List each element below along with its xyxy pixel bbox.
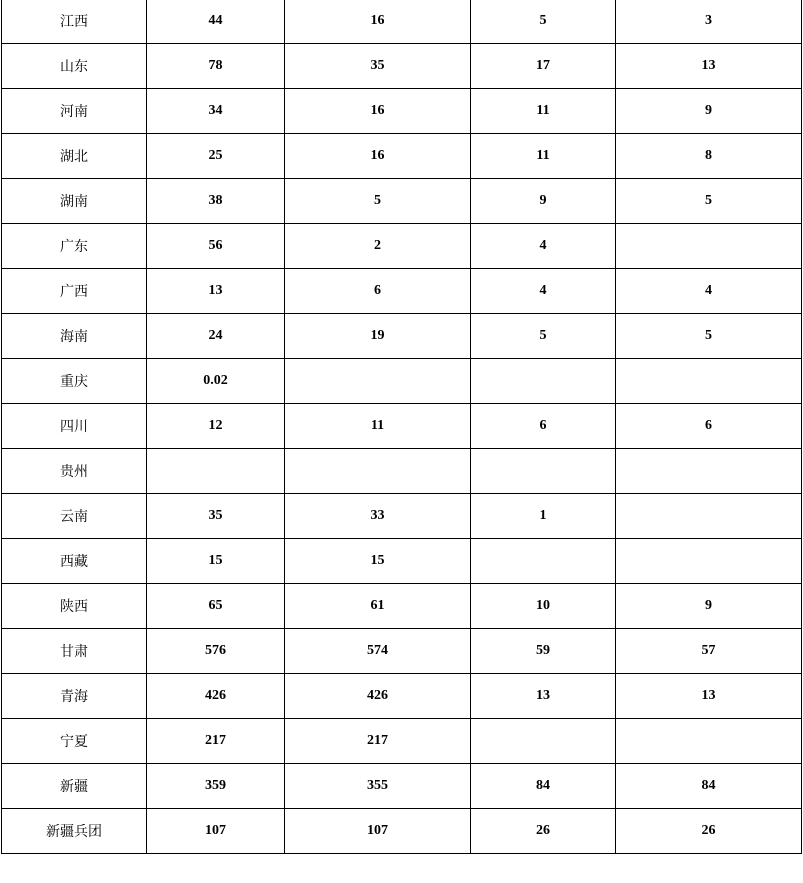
value-cell: 11 (285, 404, 471, 449)
value-cell: 2 (285, 224, 471, 269)
value-cell (285, 449, 471, 494)
value-cell: 107 (147, 809, 285, 854)
value-cell: 5 (285, 179, 471, 224)
value-cell: 16 (285, 134, 471, 179)
value-cell: 17 (471, 44, 616, 89)
region-name-cell: 宁夏 (2, 719, 147, 764)
region-name-cell: 新疆兵团 (2, 809, 147, 854)
table-row (2, 629, 802, 674)
value-cell: 25 (147, 134, 285, 179)
value-cell: 5 (471, 0, 616, 44)
region-name-cell: 四川 (2, 404, 147, 449)
value-cell: 5 (616, 314, 802, 359)
table-row (2, 134, 802, 179)
table-row (2, 359, 802, 404)
value-cell: 6 (471, 404, 616, 449)
table-body (2, 0, 802, 854)
value-cell: 4 (616, 269, 802, 314)
value-cell: 35 (147, 494, 285, 539)
table-row (2, 314, 802, 359)
value-cell: 6 (285, 269, 471, 314)
value-cell: 61 (285, 584, 471, 629)
table-row (2, 584, 802, 629)
value-cell: 107 (285, 809, 471, 854)
region-name-cell: 西藏 (2, 539, 147, 584)
region-name-cell: 湖南 (2, 179, 147, 224)
value-cell (616, 719, 802, 764)
region-name-cell: 云南 (2, 494, 147, 539)
value-cell: 359 (147, 764, 285, 809)
region-name-cell: 新疆 (2, 764, 147, 809)
value-cell: 426 (285, 674, 471, 719)
value-cell: 44 (147, 0, 285, 44)
value-cell: 19 (285, 314, 471, 359)
value-cell: 576 (147, 629, 285, 674)
value-cell (471, 359, 616, 404)
region-name-cell: 广西 (2, 269, 147, 314)
value-cell: 65 (147, 584, 285, 629)
value-cell: 4 (471, 269, 616, 314)
value-cell: 15 (285, 539, 471, 584)
value-cell: 15 (147, 539, 285, 584)
table-row (2, 269, 802, 314)
table-row (2, 719, 802, 764)
table-row (2, 404, 802, 449)
value-cell: 10 (471, 584, 616, 629)
value-cell: 9 (616, 89, 802, 134)
value-cell: 78 (147, 44, 285, 89)
value-cell: 84 (616, 764, 802, 809)
value-cell: 11 (471, 134, 616, 179)
region-name-cell: 广东 (2, 224, 147, 269)
region-name-cell: 山东 (2, 44, 147, 89)
value-cell: 12 (147, 404, 285, 449)
value-cell: 56 (147, 224, 285, 269)
value-cell (285, 359, 471, 404)
table-row (2, 89, 802, 134)
region-name-cell: 贵州 (2, 449, 147, 494)
value-cell: 9 (616, 584, 802, 629)
region-name-cell: 重庆 (2, 359, 147, 404)
value-cell (147, 449, 285, 494)
region-name-cell: 河南 (2, 89, 147, 134)
value-cell (616, 359, 802, 404)
value-cell (616, 539, 802, 584)
value-cell: 84 (471, 764, 616, 809)
value-cell (616, 224, 802, 269)
value-cell: 13 (471, 674, 616, 719)
table-row (2, 674, 802, 719)
value-cell: 0.02 (147, 359, 285, 404)
table-row (2, 179, 802, 224)
table-row (2, 539, 802, 584)
region-name-cell: 甘肃 (2, 629, 147, 674)
value-cell: 6 (616, 404, 802, 449)
value-cell: 59 (471, 629, 616, 674)
region-name-cell: 海南 (2, 314, 147, 359)
table-row (2, 449, 802, 494)
region-name-cell: 青海 (2, 674, 147, 719)
table-row (2, 224, 802, 269)
region-name-cell: 江西 (2, 0, 147, 44)
value-cell: 24 (147, 314, 285, 359)
value-cell (616, 494, 802, 539)
value-cell: 13 (616, 44, 802, 89)
table-row (2, 44, 802, 89)
region-name-cell: 湖北 (2, 134, 147, 179)
value-cell: 13 (147, 269, 285, 314)
value-cell: 16 (285, 89, 471, 134)
value-cell (616, 449, 802, 494)
region-name-cell: 陕西 (2, 584, 147, 629)
value-cell: 1 (471, 494, 616, 539)
value-cell: 217 (285, 719, 471, 764)
value-cell: 57 (616, 629, 802, 674)
value-cell: 11 (471, 89, 616, 134)
value-cell: 426 (147, 674, 285, 719)
value-cell: 574 (285, 629, 471, 674)
value-cell (471, 449, 616, 494)
value-cell: 26 (471, 809, 616, 854)
value-cell (471, 539, 616, 584)
value-cell: 355 (285, 764, 471, 809)
value-cell (471, 719, 616, 764)
value-cell: 4 (471, 224, 616, 269)
table-row (2, 809, 802, 854)
value-cell: 3 (616, 0, 802, 44)
table-row (2, 0, 802, 44)
table-row (2, 494, 802, 539)
value-cell: 9 (471, 179, 616, 224)
value-cell: 5 (616, 179, 802, 224)
value-cell: 38 (147, 179, 285, 224)
table-row (2, 764, 802, 809)
value-cell: 35 (285, 44, 471, 89)
value-cell: 26 (616, 809, 802, 854)
value-cell: 5 (471, 314, 616, 359)
value-cell: 33 (285, 494, 471, 539)
value-cell: 13 (616, 674, 802, 719)
data-table (1, 0, 802, 854)
value-cell: 8 (616, 134, 802, 179)
value-cell: 217 (147, 719, 285, 764)
value-cell: 34 (147, 89, 285, 134)
value-cell: 16 (285, 0, 471, 44)
